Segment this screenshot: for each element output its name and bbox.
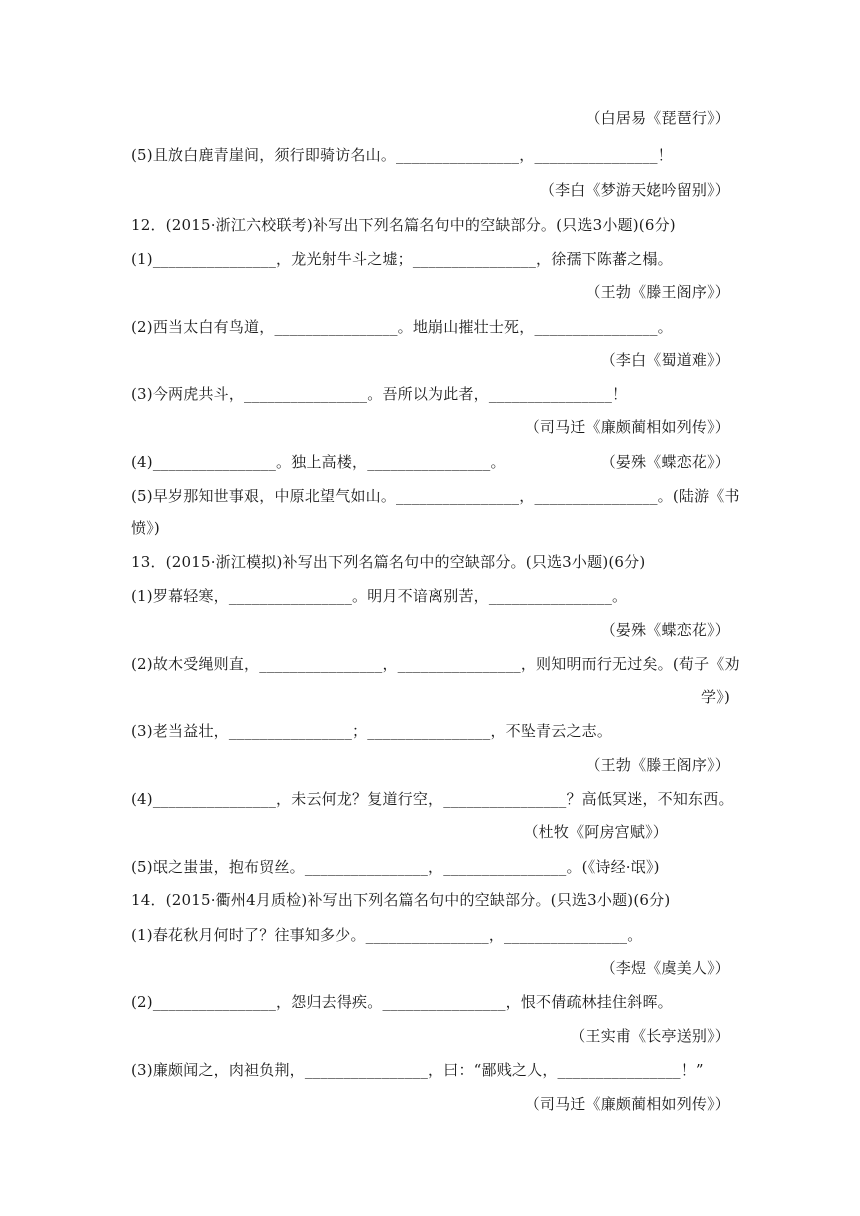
text-line: (2)西当太白有鸟道，________________。地崩山摧壮士死，________________。 — [131, 318, 673, 336]
text-line: (3)廉颇闻之，肉袒负荆，________________，曰：“鄙贱之人，________________！” — [131, 1061, 704, 1079]
source-attribution: （李白《梦游天姥吟留别》） — [539, 181, 730, 199]
text-line: 12．(2015·浙江六校联考)补写出下列名篇名句中的空缺部分。(只选3小题)(6分) — [131, 216, 676, 234]
source-attribution: （李白《蜀道难》） — [600, 351, 730, 369]
text-line: (5)氓之蚩蚩，抱布贸丝。________________，________________。(《诗经·氓》) — [131, 858, 660, 876]
text-line: (3)老当益壮，________________；________________，不坠青云之志。 — [131, 722, 613, 740]
source-attribution: （司马迁《廉颇蔺相如列传》） — [524, 418, 730, 436]
source-attribution: （王勃《滕王阁序》） — [585, 283, 730, 301]
source-attribution: （司马迁《廉颇蔺相如列传》） — [524, 1095, 730, 1113]
source-attribution: （晏殊《蝶恋花》） — [600, 453, 730, 471]
text-line: (5)且放白鹿青崖间，须行即骑访名山。________________，________________！ — [131, 146, 673, 164]
text-line: 13．(2015·浙江模拟)补写出下列名篇名句中的空缺部分。(只选3小题)(6分) — [131, 553, 646, 571]
text-line: (5)早岁那知世事艰，中原北望气如山。________________，________________。(陆游《书 — [131, 487, 740, 505]
source-attribution: （李煜《虞美人》） — [600, 959, 730, 977]
text-line: (1)春花秋月何时了？往事知多少。________________，________________。 — [131, 926, 643, 944]
text-line: (1)________________，龙光射牛斗之墟；________________，徐孺下陈蕃之榻。 — [131, 250, 673, 268]
source-attribution: （晏殊《蝶恋花》） — [600, 621, 730, 639]
text-line: (3)今两虎共斗，________________。吾所以为此者，________________！ — [131, 385, 628, 403]
text-line: (2)________________，怨归去得疾。________________，恨不倩疏林挂住斜晖。 — [131, 993, 673, 1011]
text-line: (4)________________。独上高楼，________________。 — [131, 453, 506, 471]
source-attribution: （杜牧《阿房宫赋》） — [523, 823, 668, 841]
text-line: (2)故木受绳则直，________________，________________，则知明而行无过矣。(荀子《劝 — [131, 655, 740, 673]
source-attribution: （王实甫《长亭送别》） — [570, 1027, 730, 1045]
source-attribution: 学》) — [701, 688, 730, 706]
source-attribution: （王勃《滕王阁序》） — [585, 756, 730, 774]
text-line: 14．(2015·衢州4月质检)补写出下列名篇名句中的空缺部分。(只选3小题)(6分) — [131, 891, 671, 909]
text-line: 愤》) — [131, 519, 160, 537]
text-line: (4)________________，未云何龙？复道行空，________________？高低冥迷，不知东西。 — [131, 790, 734, 808]
source-attribution: （白居易《琵琶行》） — [585, 109, 730, 127]
text-line: (1)罗幕轻寒，________________。明月不谙离别苦，________________。 — [131, 587, 628, 605]
